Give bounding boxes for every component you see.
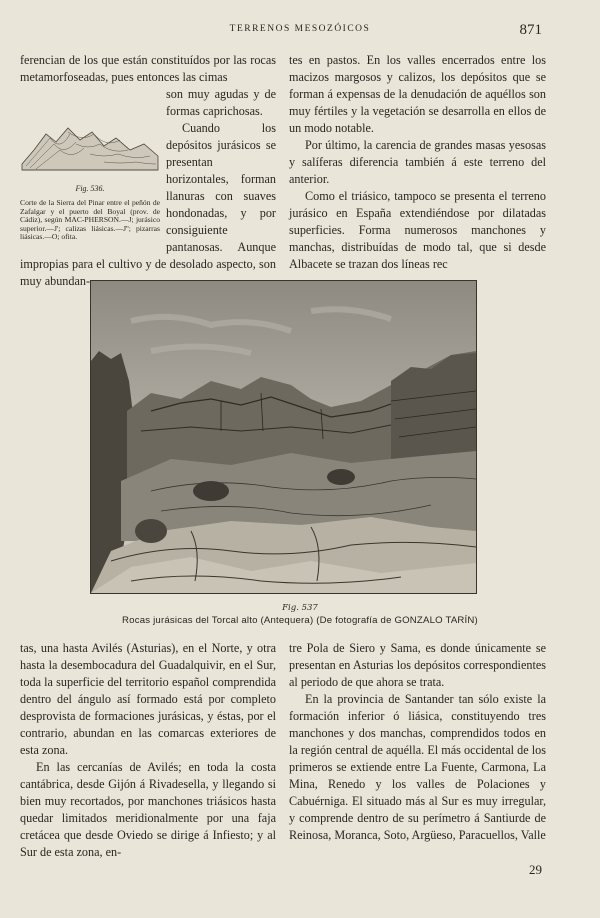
figure-537-caption: Rocas jurásicas del Torcal alto (Antequera) (De fotografía de GONZALO TARÍN) [122, 615, 478, 626]
left-column-top [20, 52, 276, 290]
geologic-section-illustration [20, 120, 160, 178]
running-header: TERRENOS MESOZÓICOS [229, 24, 371, 34]
right-column-top [289, 52, 546, 273]
figure-536-label: Fig. 536. [75, 184, 105, 193]
figure-536 [20, 120, 160, 242]
left-column-bottom [20, 640, 276, 861]
paragraph: En la provincia de Santander tan sólo existe la formación inferior ó liásica, constituyendo tres manchones y dos manchas, comprendidos todos en la región central de aquélla. El más occidental de los primeros se extiende entre La Fuente, Carmona, La Mina, Renedo y los valles de Polaciones y Cabuérniga. El situado más al Sur es muy irregular, y comprende dentro de su perímetro á Santiurde de Reinosa, Moranca, Soto, Argüeso, Paracuellos, Valle [289, 692, 546, 842]
paragraph: Como el triásico, tampoco se presenta el terreno jurásico en España extendiéndose por dilatadas superficies. Forma numerosos manchones y manchas, distribuídas de modo tal, que si desde Albacete se trazan dos líneas rec [289, 189, 546, 271]
signature-mark: 29 [529, 862, 542, 877]
right-column-bottom [289, 640, 546, 844]
figure-537-label: Fig. 537 [282, 603, 318, 613]
paragraph: tre Pola de Siero y Sama, es donde únicamente se presentan en Asturias los depósitos correspondientes al periodo de que ahora se trata. [289, 641, 546, 689]
figure-536-caption: Corte de la Sierra del Pinar entre el peñón de Zafalgar y el puerto del Boyal (prov. de Cádiz), según MAC-PHERSON.—J; jurásico superior.—J'; calizas liásicas.—J''; pizarras liásicas.—O; ofita. [20, 198, 160, 242]
paragraph: Por último, la carencia de grandes masas yesosas y salíferas diferencia también á este terreno del anterior. [289, 138, 546, 186]
paragraph: ferencian de los que están constituídos por las rocas metamorfoseadas, pues entonces las cimas [20, 53, 276, 84]
paragraph: En las cercanías de Avilés; en toda la costa cantábrica, desde Gijón á Rivadesella, y llegando si bien muy recortados, por manchones triásicos hasta quedar limitados meridionalmente por una faja cretácea que desde Oviedo se dirige á Infiesto; y al Sur de esta zona, en- [20, 760, 276, 859]
figure-537 [90, 280, 477, 594]
paragraph: Cuando los depósitos jurásicos se presentan horizontales, forman llanuras con suaves hondonadas, y por consiguiente pantanosas. Aunque impropias para el cultivo y de desolado aspecto, son muy abundan- [20, 121, 276, 288]
paragraph: tes en pastos. En los valles encerrados entre los macizos margosos y calizos, los depósitos que se forman á expensas de la denudación de aquéllos son muy fértiles y la vegetación se desarrolla en ellos de un modo notable. [289, 53, 546, 135]
paragraph: tas, una hasta Avilés (Asturias), en el Norte, y otra hasta la desembocadura del Guadalquivir, en el Sur, toda la superficie del territorio español comprendida dentro del ángulo así formado está por completo desprovista de formaciones jurásicas, y éstas, por el contrario, abundan en las comarcas exteriores de esta zona. [20, 641, 276, 757]
rock-landscape-illustration [91, 281, 476, 593]
page-number: 871 [519, 22, 542, 38]
paragraph: son muy agudas y de formas caprichosas. [166, 87, 276, 118]
